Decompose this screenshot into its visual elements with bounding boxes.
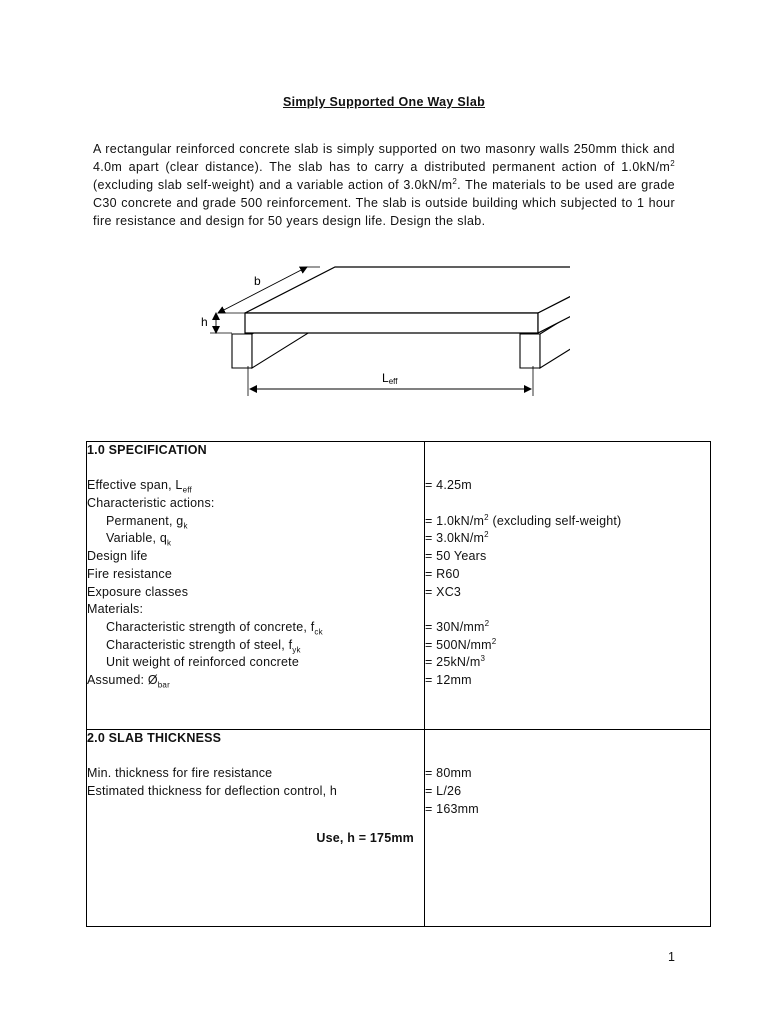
page-number: 1 (668, 950, 675, 964)
unit-weight-value: = $25kN/m^3$ (425, 654, 486, 670)
bar-diameter-value: = 12mm (425, 672, 472, 687)
section-heading: 1.0 SPECIFICATION (87, 443, 207, 457)
problem-statement: A rectangular reinforced concrete slab is simply supported on two masonry walls 250mm thick and 4.0m apart (clear distance). The slab has to carry a distributed permanent action of $1.0kN/m^2$ (excluding slab self-weight) and a variable action of $3.0kN/m^2$. The materials to be used are grade C30 concrete and grade 500 reinforcement. The slab is outside building which subjected to 1 hour fire resistance and design for 50 years design life. Design the slab. (93, 142, 675, 228)
variable-value: = $3.0kN/m^2$ (425, 530, 489, 546)
design-table (86, 441, 711, 927)
slab-thickness-labels (87, 730, 425, 927)
exposure-value: = XC3 (425, 584, 462, 599)
materials-label: Materials: (87, 602, 144, 617)
fck-label: Characteristic strength of concrete, $f_{ck}$ (106, 619, 323, 637)
left-wall-front (232, 334, 252, 368)
fire-min-thickness-value: = 80mm (425, 766, 472, 781)
effective-span-label: Effective span, $L_{eff}$ (87, 478, 192, 495)
effective-span-value: = 4.25m (425, 478, 472, 493)
fck-value: = $30N/mm^2$ (425, 618, 490, 634)
design-life-label: Design life (87, 549, 148, 564)
slab (245, 267, 570, 333)
unit-weight-label: Unit weight of reinforced concrete (106, 655, 300, 670)
fyk-label: Characteristic strength of steel, $f_{yk}$ (106, 637, 301, 655)
slab-thickness-values (425, 730, 711, 927)
document-title: Simply Supported One Way Slab (282, 95, 486, 109)
deflection-ratio-value: = L/26 (425, 784, 462, 799)
leff-label: Leff (382, 371, 398, 386)
actions-label: Characteristic actions: (87, 496, 215, 511)
permanent-value: = $1.0kN/m^2$ (excluding self-weight) (425, 512, 622, 528)
slab-front (245, 313, 538, 333)
slab-thickness-section (87, 730, 711, 927)
adopted-thickness: Use, h = 175mm (316, 831, 414, 846)
slab-diagram-svg (190, 258, 570, 408)
b-label: b (254, 274, 261, 288)
permanent-label: Permanent, $g_k$ (106, 513, 188, 531)
bar-diameter-label: Assumed: $Ø_{bar}$ (87, 672, 170, 690)
right-wall-front (520, 334, 540, 368)
slab-diagram (190, 258, 570, 408)
deflection-thickness-value: = 163mm (425, 801, 479, 816)
fire-min-thickness-label: Min. thickness for fire resistance (87, 766, 273, 781)
specification-values (425, 442, 711, 730)
variable-label: Variable, $q_k$ (106, 531, 172, 548)
fire-resistance-label: Fire resistance (87, 566, 172, 581)
fire-resistance-value: = R60 (425, 566, 460, 581)
design-life-value: = 50 Years (425, 549, 487, 564)
exposure-label: Exposure classes (87, 584, 189, 599)
fyk-value: = $500N/mm^2$ (425, 636, 497, 652)
specification-section (87, 442, 711, 730)
specification-labels (87, 442, 425, 730)
section-heading: 2.0 SLAB THICKNESS (87, 731, 222, 745)
deflection-thickness-label: Estimated thickness for deflection control, h (87, 784, 338, 799)
h-label: h (201, 315, 208, 329)
